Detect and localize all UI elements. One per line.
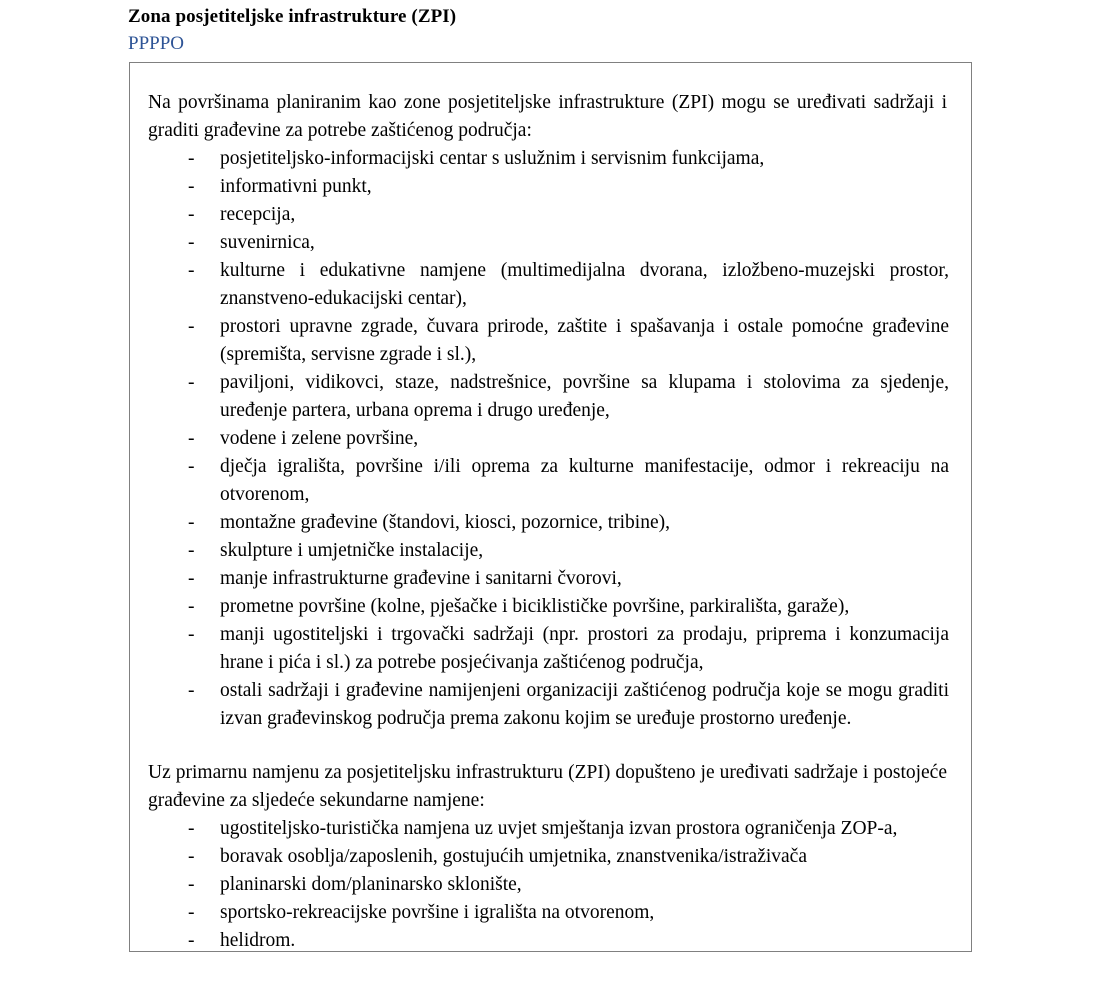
list-item: - manji ugostiteljski i trgovački sadržaji (npr. prostori za prodaju, priprema i konzumacija hrane i pića i sl.) za potrebe posjećivanja zaštićenog područja, (144, 621, 949, 677)
list-item: - boravak osoblja/zaposlenih, gostujućih umjetnika, znanstvenika/istraživača (144, 843, 949, 871)
list-item: - skulpture i umjetničke instalacije, (144, 537, 949, 565)
list-item: - dječja igrališta, površine i/ili oprema za kulturne manifestacije, odmor i rekreaciju na otvorenom, (144, 453, 949, 509)
list-item: - helidrom. (144, 927, 949, 955)
list-item: - suvenirnica, (144, 229, 949, 257)
content-box (129, 62, 972, 952)
list-item: - sportsko-rekreacijske površine i igrališta na otvorenom, (144, 899, 949, 927)
page-subtitle: PPPPO (128, 33, 184, 54)
list-item: - posjetiteljsko-informacijski centar s uslužnim i servisnim funkcijama, (144, 145, 949, 173)
list-item: - paviljoni, vidikovci, staze, nadstrešnice, površine sa klupama i stolovima za sjedenje, uređenje partera, urbana oprema i drugo uređenje, (144, 369, 949, 425)
page-title: Zona posjetiteljske infrastrukture (ZPI) (128, 6, 457, 27)
list-item: - prostori upravne zgrade, čuvara prirode, zaštite i spašavanja i ostale pomoćne građevine (spremišta, servisne zgrade i sl.), (144, 313, 949, 369)
primary-list (144, 145, 949, 733)
list-item: - recepcija, (144, 201, 949, 229)
secondary-paragraph: Uz primarnu namjenu za posjetiteljsku infrastrukturu (ZPI) dopušteno je uređivati sadržaje i postojeće građevine za sljedeće sekundarne namjene: (148, 762, 947, 811)
list-item: - vodene i zelene površine, (144, 425, 949, 453)
list-item: - ostali sadržaji i građevine namijenjeni organizaciji zaštićenog područja koje se mogu graditi izvan građevinskog područja prema zakonu kojim se uređuje prostorno uređenje. (144, 677, 949, 733)
list-item: - ugostitelјsko-turistička namjena uz uvjet smještanja izvan prostora ograničenja ZOP-a, (144, 815, 949, 843)
list-item: - planinarski dom/planinarsko sklonište, (144, 871, 949, 899)
list-item: - kulturne i edukativne namjene (multimedijalna dvorana, izložbeno-muzejski prostor, znanstveno-edukacijski centar), (144, 257, 949, 313)
secondary-list (144, 815, 949, 955)
list-item: - montažne građevine (štandovi, kiosci, pozornice, tribine), (144, 509, 949, 537)
list-item: - manje infrastrukturne građevine i sanitarni čvorovi, (144, 565, 949, 593)
list-item: - informativni punkt, (144, 173, 949, 201)
list-item: - prometne površine (kolne, pješačke i biciklističke površine, parkirališta, garaže), (144, 593, 949, 621)
intro-paragraph: Na površinama planiranim kao zone posjetiteljske infrastrukture (ZPI) mogu se uređivati sadržaji i graditi građevine za potrebe zaštićenog područja: (148, 92, 947, 141)
